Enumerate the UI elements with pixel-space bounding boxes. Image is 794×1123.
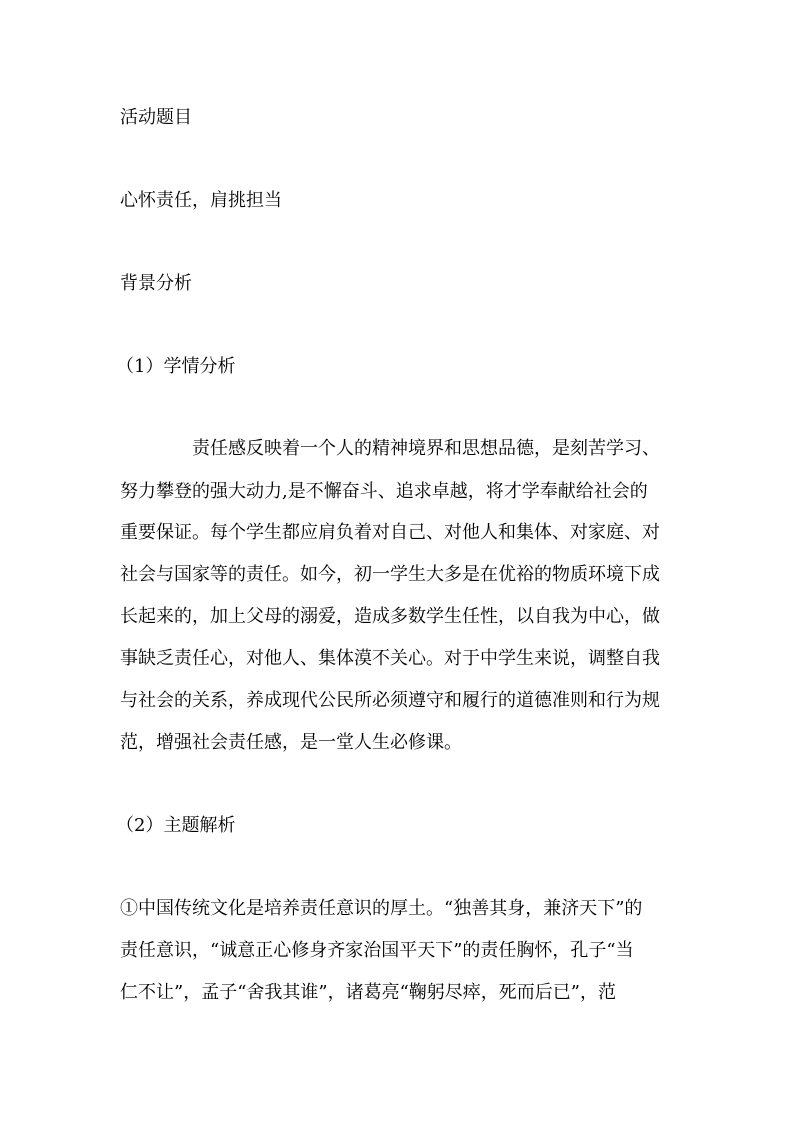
paragraph-line: 范，增强社会责任感，是一堂人生必修课。	[120, 732, 462, 753]
paragraph-line: 努力攀登的强大动力,是不懈奋斗、追求卓越，将才学奉献给社会的	[120, 481, 648, 502]
heading-activity-topic: 活动题目	[120, 107, 192, 128]
heading-background-analysis: 背景分析	[120, 273, 192, 294]
paragraph-line: 与社会的关系，养成现代公民所必须遵守和履行的道德准则和行为规	[120, 690, 660, 711]
paragraph-line: 社会与国家等的责任。如今，初一学生大多是在优裕的物质环境下成	[120, 564, 660, 585]
paragraph-line: ①中国传统文化是培养责任意识的厚土。“独善其身，兼济天下”的	[120, 898, 643, 919]
paragraph-line: 长起来的，加上父母的溺爱，造成多数学生任性，以自我为中心，做	[120, 606, 660, 627]
paragraph-line: 责任感反映着一个人的精神境界和思想品德，是刻苦学习、	[192, 438, 660, 459]
paragraph-line: 重要保证。每个学生都应肩负着对自己、对他人和集体、对家庭、对	[120, 522, 660, 543]
section-title-theme-analysis: （2）主题解析	[116, 815, 236, 836]
paragraph-line: 责任意识，“诚意正心修身齐家治国平天下”的责任胸怀，孔子“当	[120, 940, 634, 961]
paragraph-line: 仁不让”，孟子“舍我其谁”，诸葛亮“鞠躬尽瘁，死而后已”，范	[120, 982, 617, 1003]
paragraph-line: 事缺乏责任心，对他人、集体漠不关心。对于中学生来说，调整自我	[120, 648, 660, 669]
activity-title: 心怀责任，肩挑担当	[120, 190, 282, 211]
section-title-student-analysis: （1）学情分析	[116, 356, 236, 377]
